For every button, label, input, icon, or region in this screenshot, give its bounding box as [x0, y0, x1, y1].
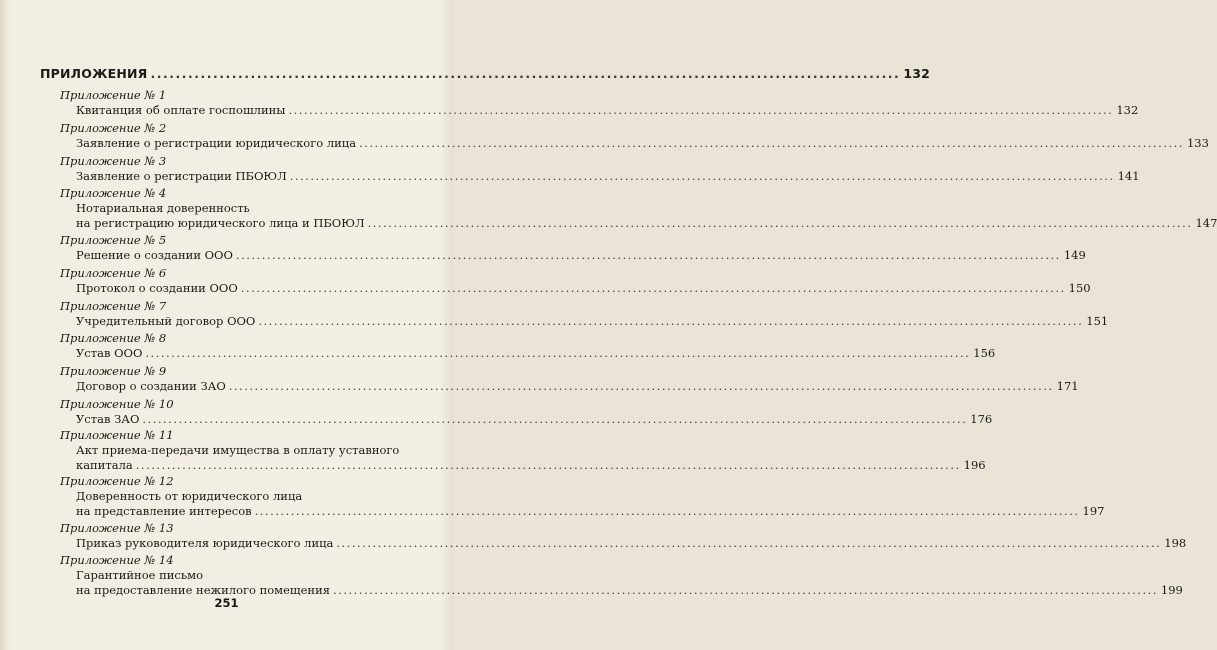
toc-entry — [60, 233, 1086, 263]
toc-section-heading — [40, 66, 931, 81]
entry-title-line-with-page — [76, 103, 1139, 118]
entry-page-number: 133 — [1186, 136, 1209, 150]
entry-title-line-with-page — [76, 248, 1086, 263]
entry-page-number: 197 — [1082, 504, 1105, 518]
appendix-label: Приложение № 9 — [60, 364, 167, 378]
entry-title-line-with-page — [76, 346, 996, 361]
dot-leader: ................................................................................................................................................................ — [254, 504, 1080, 518]
toc-entry — [60, 88, 1139, 118]
entry-title: Протокол о создании ООО — [76, 281, 238, 295]
dot-leader: ................................................................................................................................................................ — [289, 169, 1115, 183]
entry-title: Решение о создании ООО — [76, 248, 233, 262]
entry-title: на представление интересов — [76, 504, 252, 518]
entry-title-line-with-page — [76, 169, 1140, 184]
appendix-label: Приложение № 6 — [60, 266, 167, 280]
entry-title: Устав ООО — [76, 346, 143, 360]
dot-leader: ................................................................................................................................................................ — [145, 346, 971, 360]
entry-page-number: 196 — [963, 458, 986, 472]
toc-entry — [60, 266, 1091, 296]
entry-title-line — [76, 201, 410, 216]
appendix-label: Приложение № 5 — [60, 233, 167, 247]
entry-page-number: 199 — [1160, 583, 1183, 597]
toc-entry — [60, 553, 1183, 598]
entry-title-line-with-page — [76, 314, 1109, 329]
dot-leader: ................................................................................................................................................................ — [336, 536, 1162, 550]
entry-title-line-with-page — [76, 216, 1217, 231]
dot-leader: ................................................................................................................................................................ — [258, 314, 1084, 328]
entry-title: Акт приема-передачи имущества в оплату уставного — [76, 443, 400, 457]
entry-title: на регистрацию юридического лица и ПБОЮЛ — [76, 216, 365, 230]
dot-leader: ................................................................................................................................................................ — [240, 281, 1066, 295]
appendix-label: Приложение № 1 — [60, 88, 167, 102]
appendix-label: Приложение № 3 — [60, 154, 167, 168]
entry-page-number: 156 — [973, 346, 996, 360]
entry-page-number: 132 — [1116, 103, 1139, 117]
entry-title: Доверенность от юридического лица — [76, 489, 303, 503]
entry-page-number: 198 — [1164, 536, 1187, 550]
entry-page-number: 141 — [1117, 169, 1140, 183]
entry-page-number: 151 — [1086, 314, 1109, 328]
toc-entry — [60, 397, 993, 427]
entry-title: Заявление о регистрации ПБОЮЛ — [76, 169, 287, 183]
page-folio: 251 — [214, 596, 239, 610]
entry-title: Квитанция об оплате госпошлины — [76, 103, 286, 117]
toc-entry — [60, 428, 986, 473]
entry-title: Гарантийное письмо — [76, 568, 203, 582]
toc-entry — [60, 364, 1079, 394]
entry-title-line-with-page — [76, 458, 986, 473]
entry-title-line-with-page — [76, 504, 1105, 519]
toc-entry — [60, 299, 1109, 329]
entry-title-line-with-page — [76, 281, 1091, 296]
appendix-label: Приложение № 10 — [60, 397, 174, 411]
dot-leader: ................................................................................................................................................................ — [235, 248, 1061, 262]
entry-title: Приказ руководителя юридического лица — [76, 536, 334, 550]
entry-title-line — [76, 568, 410, 583]
appendix-label: Приложение № 7 — [60, 299, 167, 313]
entry-title: Договор о создании ЗАО — [76, 379, 226, 393]
dot-leader: ................................................................................................................................................................ — [142, 412, 968, 426]
toc-entry — [60, 474, 1105, 519]
entry-title-line-with-page — [76, 536, 1187, 551]
appendix-label: Приложение № 12 — [60, 474, 174, 488]
entry-title: на предоставление нежилого помещения — [76, 583, 331, 597]
dot-leader: ................................................................................................................................................................ — [333, 583, 1158, 597]
entry-title: капитала — [76, 458, 133, 472]
appendix-label: Приложение № 11 — [60, 428, 174, 442]
entry-page-number: 149 — [1063, 248, 1086, 262]
entry-page-number: 176 — [970, 412, 993, 426]
appendix-label: Приложение № 2 — [60, 121, 167, 135]
toc-entry — [60, 186, 1217, 231]
toc-entry — [60, 331, 996, 361]
appendix-label: Приложение № 13 — [60, 521, 174, 535]
entry-title-line — [76, 489, 410, 504]
appendix-label: Приложение № 4 — [60, 186, 167, 200]
entry-title-line — [76, 443, 410, 458]
dot-leader: ................................................................................................................................................................ — [228, 379, 1054, 393]
entry-title-line-with-page — [76, 136, 1209, 151]
entry-title: Нотариальная доверенность — [76, 201, 250, 215]
entry-title-line-with-page — [76, 379, 1079, 394]
entry-page-number: 147 — [1195, 216, 1217, 230]
dot-leader: ................................................................................................................................................................ — [359, 136, 1184, 150]
appendix-label: Приложение № 8 — [60, 331, 167, 345]
entry-page-number: 171 — [1056, 379, 1079, 393]
entry-title: Устав ЗАО — [76, 412, 140, 426]
dot-leader: ........................................................................................................................ — [150, 66, 901, 81]
dot-leader: ................................................................................................................................................................ — [288, 103, 1114, 117]
appendix-label: Приложение № 14 — [60, 553, 174, 567]
entry-title: Заявление о регистрации юридического лица — [76, 136, 357, 150]
toc-entry — [60, 121, 1209, 151]
section-title: ПРИЛОЖЕНИЯ — [40, 66, 148, 81]
toc-entry — [60, 154, 1140, 184]
toc-entry — [60, 521, 1187, 551]
dot-leader: ................................................................................................................................................................ — [367, 216, 1193, 230]
section-page-number: 132 — [903, 66, 931, 81]
entry-title: Учредительный договор ООО — [76, 314, 256, 328]
dot-leader: ................................................................................................................................................................ — [135, 458, 961, 472]
entry-page-number: 150 — [1068, 281, 1091, 295]
entry-title-line-with-page — [76, 412, 993, 427]
